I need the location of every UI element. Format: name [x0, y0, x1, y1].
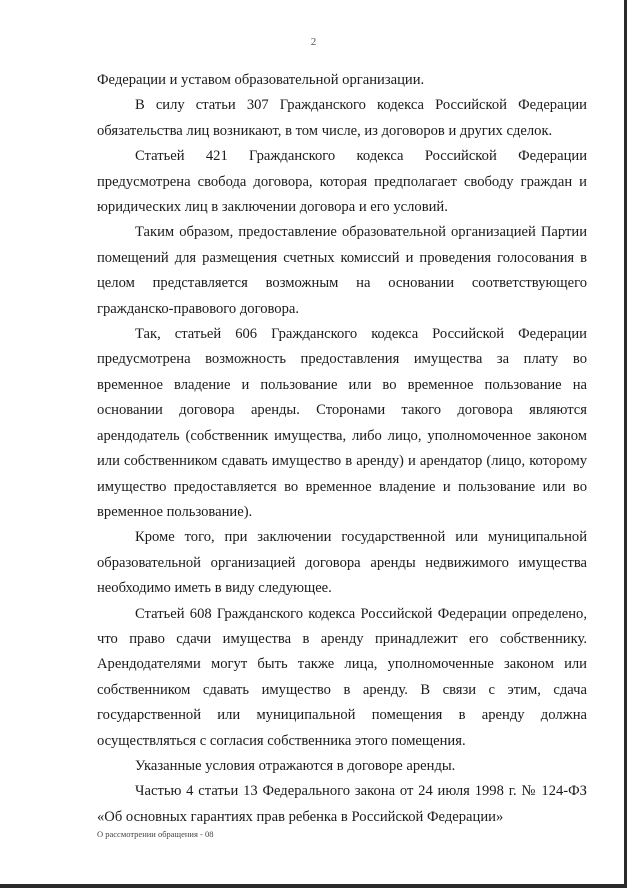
- paragraph: Таким образом, предоставление образовательной организацией Партии помещений для размещения счетных комиссий и проведения голосования в целом представляется возможным на основании соответствующего гражданско-правового договора.: [97, 224, 587, 317]
- paragraph: Так, статьей 606 Гражданского кодекса Российской Федерации предусмотрена возможность предоставления имущества за плату во временное владение и пользование или во временное пользование на основании договора аренды. Сторонами такого договора являются арендодатель (собственник имущества, либо лицо, уполномоченное законом или собственником сдавать имущество в аренду) и арендатор (лицо, которому имущество предоставляется во временное владение и пользование или во временное пользование).: [97, 326, 587, 520]
- paragraph: В силу статьи 307 Гражданского кодекса Российской Федерации обязательства лиц возникают, в том числе, из договоров и других сделок.: [97, 97, 587, 139]
- scan-edge-bottom: [0, 884, 627, 888]
- paragraph: Кроме того, при заключении государственной или муниципальной образовательной организацией договора аренды недвижимого имущества необходимо иметь в виду следующее.: [97, 529, 587, 597]
- paragraph: Частью 4 статьи 13 Федерального закона от 24 июля 1998 г. № 124-ФЗ «Об основных гарантиях прав ребенка в Российской Федерации»: [97, 783, 587, 825]
- paragraph: Статьей 421 Гражданского кодекса Российской Федерации предусмотрена свобода договора, которая предполагает свободу граждан и юридических лиц в заключении договора и его условий.: [97, 148, 587, 216]
- document-body: [97, 68, 587, 830]
- page-number: 2: [310, 36, 317, 48]
- paragraph: Статьей 608 Гражданского кодекса Российской Федерации определено, что право сдачи имущества в аренду принадлежит его собственнику. Арендодателями могут быть также лица, уполномоченные законом или собственником сдавать имущество в аренду. В связи с этим, сдача государственной или муниципальной помещения в аренду должна осуществляться с согласия собственника этого помещения.: [97, 605, 587, 749]
- paragraph: Федерации и уставом образовательной организации.: [97, 72, 425, 88]
- footer-note: О рассмотрении обращения - 08: [97, 829, 214, 839]
- paragraph: Указанные условия отражаются в договоре аренды.: [135, 757, 456, 774]
